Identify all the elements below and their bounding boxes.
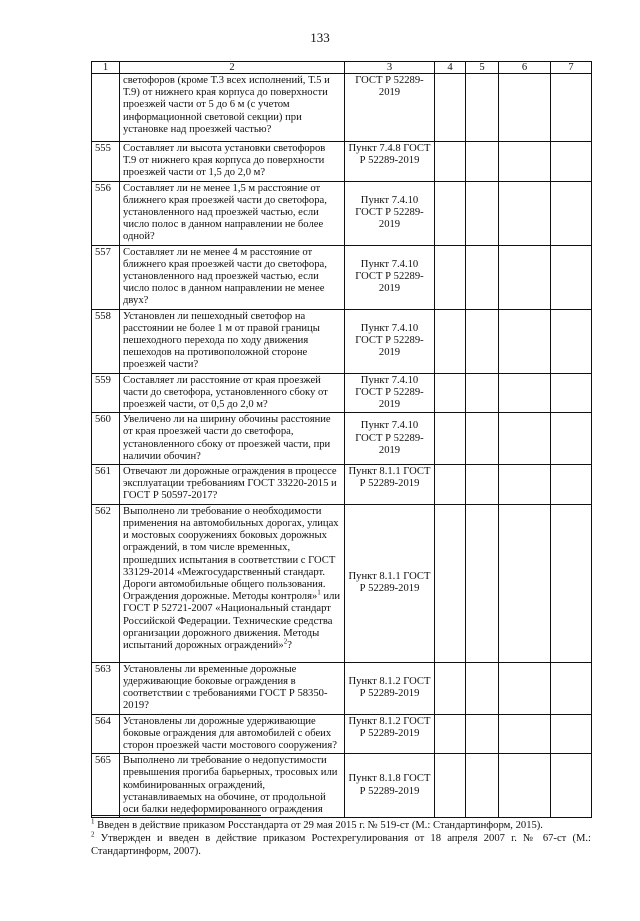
- answer-cell-col-5[interactable]: [466, 754, 499, 818]
- footnote-reference: 2: [283, 637, 288, 646]
- header-col-3: 3: [345, 62, 435, 74]
- answer-cell-col-7[interactable]: [551, 245, 592, 309]
- answer-cell-col-7[interactable]: [551, 413, 592, 465]
- requirement-question: Установлены ли дорожные удерживающие боковые ограждения для автомобилей с обеих сторон проезжей части мостового сооружения?: [120, 714, 345, 754]
- answer-cell-col-4[interactable]: [435, 373, 466, 413]
- answer-cell-col-6[interactable]: [499, 714, 551, 754]
- normative-reference: Пункт 8.1.1 ГОСТ Р 52289-2019: [345, 465, 435, 505]
- answer-cell-col-6[interactable]: [499, 754, 551, 818]
- answer-cell-col-6[interactable]: [499, 142, 551, 182]
- requirement-question: [120, 504, 345, 662]
- answer-cell-col-4[interactable]: [435, 181, 466, 245]
- row-number: 555: [92, 142, 120, 182]
- footnote-text: Введен в действие приказом Росстандарта от 29 мая 2015 г. № 519-ст (М.: Стандартинформ, 2015).: [94, 820, 543, 831]
- answer-cell-col-5[interactable]: [466, 142, 499, 182]
- row-number: 562: [92, 504, 120, 662]
- normative-reference: Пункт 7.4.10 ГОСТ Р 52289-2019: [345, 373, 435, 413]
- row-number: 560: [92, 413, 120, 465]
- table-header-row: [92, 62, 592, 74]
- table-row: [92, 74, 592, 142]
- answer-cell-col-7[interactable]: [551, 662, 592, 714]
- answer-cell-col-7[interactable]: [551, 754, 592, 818]
- row-number: 563: [92, 662, 120, 714]
- answer-cell-col-7[interactable]: [551, 142, 592, 182]
- normative-reference: Пункт 8.1.2 ГОСТ Р 52289-2019: [345, 662, 435, 714]
- requirement-question: Составляет ли не менее 1,5 м расстояние от ближнего края проезжей части до светофора, установленного над проезжей частью, если число полос в данном направлении не более одной?: [120, 181, 345, 245]
- answer-cell-col-5[interactable]: [466, 373, 499, 413]
- table-row: [92, 373, 592, 413]
- answer-cell-col-7[interactable]: [551, 309, 592, 373]
- footnote-divider: [91, 815, 261, 816]
- requirement-question: светофоров (кроме Т.3 всех исполнений, Т.5 и Т.9) от нижнего края корпуса до поверхности проезжей части от 5 до 6 м (с учетом информационной световой секции) при установке над проезжей частью?: [120, 74, 345, 142]
- requirement-question: Увеличено ли на ширину обочины расстояние от края проезжей части до светофора, установленного сбоку от проезжей части, при наличии обочин?: [120, 413, 345, 465]
- table-row: [92, 754, 592, 818]
- row-number: 556: [92, 181, 120, 245]
- answer-cell-col-4[interactable]: [435, 74, 466, 142]
- requirement-question: Установлены ли временные дорожные удерживающие боковые ограждения в соответствии с требованиями ГОСТ Р 58350-2019?: [120, 662, 345, 714]
- footnote-text: Утвержден и введен в действие приказом Ростехрегулирования от 18 апреля 2007 г. № 67-ст (М.: Стандартинформ, 2007).: [91, 833, 591, 857]
- normative-reference: Пункт 7.4.8 ГОСТ Р 52289-2019: [345, 142, 435, 182]
- question-text: ?: [287, 639, 292, 651]
- answer-cell-col-4[interactable]: [435, 754, 466, 818]
- table-row: [92, 245, 592, 309]
- answer-cell-col-5[interactable]: [466, 245, 499, 309]
- answer-cell-col-6[interactable]: [499, 465, 551, 505]
- table-row: [92, 142, 592, 182]
- normative-reference: Пункт 7.4.10 ГОСТ Р 52289-2019: [345, 413, 435, 465]
- answer-cell-col-6[interactable]: [499, 662, 551, 714]
- answer-cell-col-4[interactable]: [435, 714, 466, 754]
- table-row: [92, 181, 592, 245]
- answer-cell-col-7[interactable]: [551, 181, 592, 245]
- footnote: [91, 819, 591, 832]
- answer-cell-col-5[interactable]: [466, 504, 499, 662]
- question-text: Выполнено ли требование о необходимости применения на автомобильных дорогах, улицах и мостовых сооружениях боковых дорожных ограждений, в том числе временных, прошедших испытания в соответствии с ГОСТ 33129-2014 «Межгосударственный стандарт. Дороги автомобильные общего пользования. Ограждения дорожные. Методы контроля»: [123, 505, 339, 603]
- header-col-2: 2: [120, 62, 345, 74]
- normative-reference: Пункт 8.1.1 ГОСТ Р 52289-2019: [345, 504, 435, 662]
- requirement-question: Выполнено ли требование о недопустимости превышения прогиба барьерных, тросовых или комбинированных ограждений, устанавливаемых на обочине, от продольной оси балки недеформированного ограждения: [120, 754, 345, 818]
- answer-cell-col-6[interactable]: [499, 309, 551, 373]
- table-row: [92, 662, 592, 714]
- footnote: [91, 832, 591, 858]
- row-number: 565: [92, 754, 120, 818]
- row-number: [92, 74, 120, 142]
- answer-cell-col-6[interactable]: [499, 373, 551, 413]
- answer-cell-col-4[interactable]: [435, 465, 466, 505]
- normative-reference: Пункт 8.1.2 ГОСТ Р 52289-2019: [345, 714, 435, 754]
- answer-cell-col-6[interactable]: [499, 504, 551, 662]
- answer-cell-col-5[interactable]: [466, 662, 499, 714]
- row-number: 564: [92, 714, 120, 754]
- footnote-reference: 1: [317, 588, 321, 597]
- answer-cell-col-7[interactable]: [551, 373, 592, 413]
- normative-reference: Пункт 7.4.10 ГОСТ Р 52289-2019: [345, 181, 435, 245]
- normative-reference: Пункт 7.4.10 ГОСТ Р 52289-2019: [345, 309, 435, 373]
- header-col-6: 6: [499, 62, 551, 74]
- answer-cell-col-4[interactable]: [435, 504, 466, 662]
- answer-cell-col-5[interactable]: [466, 74, 499, 142]
- table-row: [92, 714, 592, 754]
- page-number: 133: [310, 30, 330, 45]
- answer-cell-col-4[interactable]: [435, 662, 466, 714]
- answer-cell-col-7[interactable]: [551, 504, 592, 662]
- answer-cell-col-5[interactable]: [466, 309, 499, 373]
- row-number: 561: [92, 465, 120, 505]
- requirement-question: Составляет ли не менее 4 м расстояние от ближнего края проезжей части до светофора, установленного над проезжей частью, если число полос в данном направлении не менее двух?: [120, 245, 345, 309]
- question-text: или ГОСТ Р 52721-2007 «Национальный стандарт Российской Федерации. Технические средства организации дорожного движения. Методы испытаний дорожных ограждений»: [123, 591, 341, 651]
- row-number: 559: [92, 373, 120, 413]
- answer-cell-col-4[interactable]: [435, 413, 466, 465]
- table-row: [92, 465, 592, 505]
- answer-cell-col-4[interactable]: [435, 309, 466, 373]
- header-col-1: 1: [92, 62, 120, 74]
- answer-cell-col-4[interactable]: [435, 245, 466, 309]
- footnotes: [91, 819, 591, 858]
- answer-cell-col-6[interactable]: [499, 245, 551, 309]
- answer-cell-col-5[interactable]: [466, 465, 499, 505]
- header-col-4: 4: [435, 62, 466, 74]
- footnote-mark: 2: [91, 830, 95, 839]
- requirement-question: Отвечают ли дорожные ограждения в процессе эксплуатации требованиям ГОСТ 33220-2015 и ГОСТ Р 50597-2017?: [120, 465, 345, 505]
- requirement-question: Составляет ли высота установки светофоров Т.9 от нижнего края корпуса до поверхности проезжей части от 1,5 до 2,0 м?: [120, 142, 345, 182]
- requirement-question: Составляет ли расстояние от края проезжей части до светофора, установленного сбоку от проезжей части, от 0,5 до 2,0 м?: [120, 373, 345, 413]
- header-col-7: 7: [551, 62, 592, 74]
- normative-reference: ГОСТ Р 52289-2019: [345, 74, 435, 142]
- answer-cell-col-7[interactable]: [551, 714, 592, 754]
- table-row: [92, 504, 592, 662]
- row-number: 557: [92, 245, 120, 309]
- row-number: 558: [92, 309, 120, 373]
- answer-cell-col-6[interactable]: [499, 74, 551, 142]
- header-col-5: 5: [466, 62, 499, 74]
- answer-cell-col-6[interactable]: [499, 181, 551, 245]
- checklist-table: [91, 61, 592, 818]
- answer-cell-col-7[interactable]: [551, 74, 592, 142]
- answer-cell-col-7[interactable]: [551, 465, 592, 505]
- footnote-mark: 1: [91, 817, 95, 826]
- normative-reference: Пункт 8.1.8 ГОСТ Р 52289-2019: [345, 754, 435, 818]
- table-row: [92, 413, 592, 465]
- answer-cell-col-5[interactable]: [466, 181, 499, 245]
- table-body: [92, 74, 592, 818]
- table-row: [92, 309, 592, 373]
- answer-cell-col-4[interactable]: [435, 142, 466, 182]
- answer-cell-col-6[interactable]: [499, 413, 551, 465]
- answer-cell-col-5[interactable]: [466, 413, 499, 465]
- answer-cell-col-5[interactable]: [466, 714, 499, 754]
- requirement-question: Установлен ли пешеходный светофор на расстоянии не более 1 м от правой границы пешеходного перехода по ходу движения пешеходов на противоположной стороне проезжей части?: [120, 309, 345, 373]
- normative-reference: Пункт 7.4.10 ГОСТ Р 52289-2019: [345, 245, 435, 309]
